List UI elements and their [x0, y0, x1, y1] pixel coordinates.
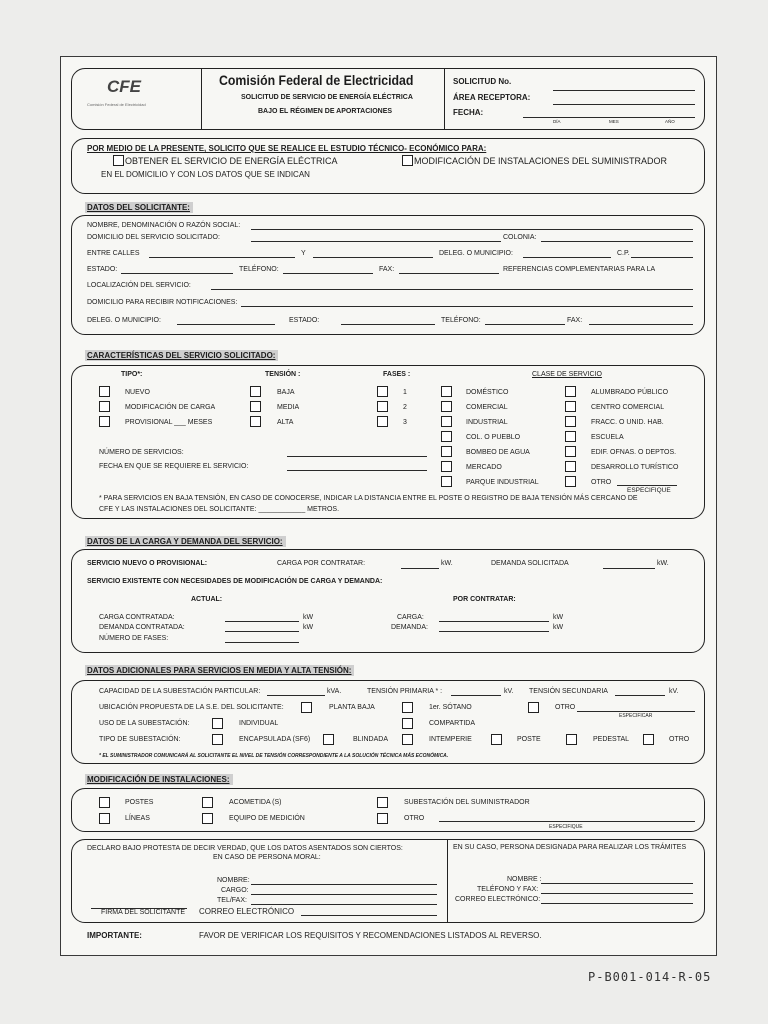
- decl-correo-field[interactable]: [301, 915, 437, 916]
- fax2-field[interactable]: [589, 324, 693, 325]
- checkbox-fase-2[interactable]: [377, 401, 388, 412]
- checkbox-alumbrado[interactable]: [565, 386, 576, 397]
- mod-otro: OTRO: [404, 815, 425, 822]
- checkbox-acometida[interactable]: [202, 797, 213, 808]
- desig-correo-label: CORREO ELECTRÓNICO:: [455, 896, 541, 903]
- checkbox-provisional[interactable]: [99, 416, 110, 427]
- estado-field[interactable]: [121, 273, 233, 274]
- tension-media: MEDIA: [277, 404, 300, 411]
- clase-comercial: COMERCIAL: [466, 404, 508, 411]
- clase-desarrollo: DESARROLLO TURÍSTICO: [591, 464, 679, 471]
- colonia-field[interactable]: [541, 241, 693, 242]
- mod-postes: POSTES: [125, 799, 154, 806]
- checkbox-alta[interactable]: [250, 416, 261, 427]
- checkbox-intemperie[interactable]: [402, 734, 413, 745]
- designada-label: EN SU CASO, PERSONA DESIGNADA PARA REALIZAR LOS TRÁMITES: [453, 844, 687, 851]
- servicio-nota-1: * PARA SERVICIOS EN BAJA TENSIÓN, EN CASO DE CONOCERSE, INDICAR LA DISTANCIA ENTRE EL POSTE O REGISTRO DE BAJA TENSIÓN MÁS CERCANO DE: [99, 495, 638, 502]
- fax2-label: FAX:: [567, 317, 583, 324]
- tension-primaria-unit: kV.: [504, 688, 514, 695]
- fax-field[interactable]: [399, 273, 499, 274]
- fases-header: FASES :: [383, 371, 411, 378]
- checkbox-industrial[interactable]: [441, 416, 452, 427]
- desig-telefono-label: TELÉFONO Y FAX:: [477, 886, 539, 893]
- tipo-nuevo: NUEVO: [125, 389, 150, 396]
- request-line2: EN EL DOMICILIO Y CON LOS DATOS QUE SE INDICAN: [101, 170, 310, 179]
- option-modificacion: MODIFICACIÓN DE INSTALACIONES DEL SUMINISTRADOR: [414, 156, 668, 166]
- clase-col-pueblo: COL. O PUEBLO: [466, 434, 521, 441]
- checkbox-fracc[interactable]: [565, 416, 576, 427]
- checkbox-blindada[interactable]: [323, 734, 334, 745]
- request-intro: POR MEDIO DE LA PRESENTE, SOLICITO QUE SE REALICE EL ESTUDIO TÉCNICO- ECONÓMICO PARA:: [87, 144, 487, 153]
- section-servicio: CARACTERÍSTICAS DEL SERVICIO SOLICITADO:: [85, 350, 278, 361]
- tension-header: TENSIÓN :: [265, 371, 301, 378]
- checkbox-tipo-otro[interactable]: [643, 734, 654, 745]
- carga-label: CARGA:: [397, 614, 424, 621]
- num-servicios-label: NÚMERO DE SERVICIOS:: [99, 449, 184, 456]
- area-label: ÁREA RECEPTORA:: [453, 93, 531, 102]
- clase-centro-comercial: CENTRO COMERCIAL: [591, 404, 665, 411]
- tension-primaria-label: TENSIÓN PRIMARIA * :: [367, 688, 443, 695]
- colonia-label: COLONIA:: [503, 234, 537, 241]
- telefono2-field[interactable]: [485, 324, 565, 325]
- tipo-otro: OTRO: [669, 736, 690, 743]
- tipo-header: TIPO*:: [121, 371, 143, 378]
- clase-bombeo: BOMBEO DE AGUA: [466, 449, 530, 456]
- telefono2-label: TELÉFONO:: [441, 317, 481, 324]
- otro-clase-field[interactable]: [617, 485, 677, 486]
- tension-secundaria-unit: kV.: [669, 688, 679, 695]
- checkbox-comercial[interactable]: [441, 401, 452, 412]
- decl-nombre-label: NOMBRE:: [217, 877, 250, 884]
- cp-field[interactable]: [631, 257, 693, 258]
- solicitud-field[interactable]: [553, 90, 695, 91]
- entre-calles-field[interactable]: [149, 257, 295, 258]
- servicio-nota-2: CFE Y LAS INSTALACIONES DEL SOLICITANTE: ____________ METROS.: [99, 506, 340, 513]
- clase-otro: OTRO: [591, 479, 612, 486]
- clase-escuela: ESCUELA: [591, 434, 624, 441]
- checkbox-parque[interactable]: [441, 476, 452, 487]
- domicilio-label: DOMICILIO DEL SERVICIO SOLICITADO:: [87, 234, 220, 241]
- desig-nombre-field[interactable]: [541, 883, 693, 884]
- y-label: Y: [301, 250, 306, 257]
- checkbox-encapsulada[interactable]: [212, 734, 223, 745]
- tipo-pedestal: PEDESTAL: [593, 736, 630, 743]
- actual-label: ACTUAL:: [191, 596, 223, 603]
- option-obtener: OBTENER EL SERVICIO DE ENERGÍA ELÉCTRICA: [125, 156, 338, 166]
- carga-contratar-unit: kW.: [441, 560, 453, 567]
- deleg2-field[interactable]: [177, 324, 275, 325]
- localizacion-label: LOCALIZACIÓN DEL SERVICIO:: [87, 282, 191, 289]
- fecha-requiere-label: FECHA EN QUE SE REQUIERE EL SERVICIO:: [99, 463, 249, 470]
- checkbox-modificacion[interactable]: [402, 155, 413, 166]
- tension-alta: ALTA: [277, 419, 294, 426]
- demanda-contratada-unit: kW: [303, 624, 314, 631]
- checkbox-col-pueblo[interactable]: [441, 431, 452, 442]
- checkbox-domestico[interactable]: [441, 386, 452, 397]
- decl-cargo-field[interactable]: [251, 894, 437, 895]
- demanda-solicitada-unit: kW.: [657, 560, 669, 567]
- carga-contratada-unit: kW: [303, 614, 314, 621]
- capacidad-label: CAPACIDAD DE LA SUBESTACIÓN PARTICULAR:: [99, 688, 261, 695]
- demanda-contratada-label: DEMANDA CONTRATADA:: [99, 624, 185, 631]
- carga-contratar-field[interactable]: [401, 568, 439, 569]
- ubicacion-otro-field[interactable]: [577, 711, 695, 712]
- page-title: Comisión Federal de Electricidad: [219, 72, 414, 88]
- tipo-poste: POSTE: [517, 736, 541, 743]
- declaracion-texto-1: DECLARO BAJO PROTESTA DE DECIR VERDAD, QUE LOS DATOS ASENTADOS SON CIERTOS:: [87, 845, 403, 852]
- desig-correo-field[interactable]: [541, 903, 693, 904]
- header-divider-left: [201, 69, 202, 129]
- checkbox-compartida[interactable]: [402, 718, 413, 729]
- checkbox-fase-3[interactable]: [377, 416, 388, 427]
- tipo-provisional: PROVISIONAL ___ MESES: [125, 419, 213, 426]
- fase-1: 1: [403, 389, 407, 396]
- clase-header: CLASE DE SERVICIO: [532, 371, 602, 378]
- deleg-label: DELEG. O MUNICIPIO:: [439, 250, 513, 257]
- checkbox-escuela[interactable]: [565, 431, 576, 442]
- demanda-contratada-field[interactable]: [225, 631, 299, 632]
- checkbox-bombeo[interactable]: [441, 446, 452, 457]
- clase-mercado: MERCADO: [466, 464, 502, 471]
- demanda-solicitada-label: DEMANDA SOLICITADA: [491, 560, 569, 567]
- checkbox-equipo[interactable]: [202, 813, 213, 824]
- demanda-field[interactable]: [439, 631, 549, 632]
- mod-acometida: ACOMETIDA (S): [229, 799, 282, 806]
- checkbox-planta-baja[interactable]: [301, 702, 312, 713]
- numero-fases-label: NÚMERO DE FASES:: [99, 635, 169, 642]
- tension-secundaria-field[interactable]: [615, 695, 665, 696]
- decl-telfax-field[interactable]: [251, 904, 437, 905]
- fecha-requiere-field[interactable]: [287, 470, 427, 471]
- cfe-logo-subtext: Comisión Federal de Electricidad: [87, 102, 146, 107]
- fase-3: 3: [403, 419, 407, 426]
- mod-especifique: ESPECIFIQUE: [549, 824, 583, 830]
- checkbox-subestacion-suministrador[interactable]: [377, 797, 388, 808]
- importante-text: FAVOR DE VERIFICAR LOS REQUISITOS Y RECOMENDACIONES LISTADOS AL REVERSO.: [199, 931, 542, 940]
- section-solicitante: DATOS DEL SOLICITANTE:: [85, 202, 193, 213]
- section-modificacion: MODIFICACIÓN DE INSTALACIONES:: [85, 774, 233, 785]
- fecha-field[interactable]: [523, 117, 695, 118]
- clase-domestico: DOMÉSTICO: [466, 389, 509, 396]
- entre-calles-label: ENTRE CALLES: [87, 250, 140, 257]
- checkbox-poste[interactable]: [491, 734, 502, 745]
- tipo-subestacion-label: TIPO DE SUBESTACIÓN:: [99, 736, 181, 743]
- checkbox-sotano[interactable]: [402, 702, 413, 713]
- por-contratar-label: POR CONTRATAR:: [453, 596, 516, 603]
- declaracion-divider: [447, 840, 448, 922]
- checkbox-media[interactable]: [250, 401, 261, 412]
- clase-edif: EDIF. OFNAS. O DEPTOS.: [591, 449, 677, 456]
- mod-subestacion: SUBESTACIÓN DEL SUMINISTRADOR: [404, 799, 530, 806]
- section-carga: DATOS DE LA CARGA Y DEMANDA DEL SERVICIO:: [85, 536, 286, 547]
- subtitle-1: SOLICITUD DE SERVICIO DE ENERGÍA ELÉCTRICA: [241, 94, 413, 101]
- decl-nombre-field[interactable]: [251, 884, 437, 885]
- decl-cargo-label: CARGO:: [221, 887, 249, 894]
- checkbox-pedestal[interactable]: [566, 734, 577, 745]
- carga-contratada-field[interactable]: [225, 621, 299, 622]
- carga-contratar-label: CARGA POR CONTRATAR:: [277, 560, 366, 567]
- uso-individual: INDIVIDUAL: [239, 720, 279, 727]
- carga-unit: kW: [553, 614, 564, 621]
- cp-label: C.P.: [617, 250, 630, 257]
- solicitud-label: SOLICITUD No.: [453, 77, 512, 86]
- fecha-label: FECHA:: [453, 108, 484, 117]
- estado2-field[interactable]: [341, 324, 435, 325]
- demanda-solicitada-field[interactable]: [603, 568, 655, 569]
- carga-field[interactable]: [439, 621, 549, 622]
- deleg2-label: DELEG. O MUNICIPIO:: [87, 317, 161, 324]
- fecha-dia: DÍA: [553, 119, 561, 124]
- numero-fases-field[interactable]: [225, 642, 299, 643]
- checkbox-mod-otro[interactable]: [377, 813, 388, 824]
- fecha-mes: MES: [609, 119, 619, 124]
- checkbox-centro-comercial[interactable]: [565, 401, 576, 412]
- demanda-label: DEMANDA:: [391, 624, 428, 631]
- notificaciones-label: DOMICILIO PARA RECIBIR NOTIFICACIONES:: [87, 299, 238, 306]
- uso-compartida: COMPARTIDA: [429, 720, 476, 727]
- firma-label: FIRMA DEL SOLICITANTE: [101, 909, 186, 916]
- nombre-field[interactable]: [251, 229, 693, 230]
- checkbox-baja[interactable]: [250, 386, 261, 397]
- clase-alumbrado: ALUMBRADO PÚBLICO: [591, 389, 669, 396]
- telefono-field[interactable]: [283, 273, 373, 274]
- form-sheet: [60, 56, 717, 956]
- nuevo-label: SERVICIO NUEVO O PROVISIONAL:: [87, 560, 208, 567]
- tension-secundaria-label: TENSIÓN SECUNDARIA: [529, 688, 608, 695]
- desig-nombre-label: NOMBRE :: [507, 876, 542, 883]
- fecha-ano: AÑO: [665, 119, 675, 124]
- clase-especifique: ESPECIFIQUE: [627, 487, 671, 494]
- solicitante-box: [71, 215, 705, 335]
- localizacion-field[interactable]: [211, 289, 693, 290]
- nombre-label: NOMBRE, DENOMINACIÓN O RAZÓN SOCIAL:: [87, 222, 241, 229]
- fase-2: 2: [403, 404, 407, 411]
- tension-baja: BAJA: [277, 389, 295, 396]
- checkbox-fase-1[interactable]: [377, 386, 388, 397]
- adicionales-nota: * EL SUMINISTRADOR COMUNICARÁ AL SOLICITANTE EL NIVEL DE TENSIÓN CORRESPONDIENTE A LA SOLUCIÓN TÉCNICA MÁS ECONÓMICA.: [99, 753, 449, 759]
- header-divider-right: [444, 69, 445, 129]
- tipo-modificacion-carga: MODIFICACIÓN DE CARGA: [125, 404, 216, 411]
- tipo-encapsulada: ENCAPSULADA (SF6): [239, 736, 311, 743]
- telefono-label: TELÉFONO:: [239, 266, 279, 273]
- checkbox-edif[interactable]: [565, 446, 576, 457]
- checkbox-mercado[interactable]: [441, 461, 452, 472]
- notificaciones-field[interactable]: [241, 306, 693, 307]
- uso-label: USO DE LA SUBESTACIÓN:: [99, 720, 190, 727]
- clase-fracc: FRACC. O UNID. HAB.: [591, 419, 664, 426]
- area-field[interactable]: [553, 104, 695, 105]
- checkbox-individual[interactable]: [212, 718, 223, 729]
- mod-otro-field[interactable]: [439, 821, 695, 822]
- existente-label: SERVICIO EXISTENTE CON NECESIDADES DE MODIFICACIÓN DE CARGA Y DEMANDA:: [87, 578, 383, 585]
- capacidad-field[interactable]: [267, 695, 325, 696]
- tipo-intemperie: INTEMPERIE: [429, 736, 472, 743]
- tipo-blindada: BLINDADA: [353, 736, 389, 743]
- y-field[interactable]: [313, 257, 433, 258]
- domicilio-field[interactable]: [251, 241, 501, 242]
- declaracion-texto-2: EN CASO DE PERSONA MORAL:: [213, 854, 321, 861]
- checkbox-ubicacion-otro[interactable]: [528, 702, 539, 713]
- ubicacion-planta-baja: PLANTA BAJA: [329, 704, 375, 711]
- tension-primaria-field[interactable]: [451, 695, 501, 696]
- demanda-unit: kW: [553, 624, 564, 631]
- checkbox-postes[interactable]: [99, 797, 110, 808]
- ubicacion-sotano: 1er. SÓTANO: [429, 704, 472, 711]
- subtitle-2: BAJO EL RÉGIMEN DE APORTACIONES: [258, 108, 393, 115]
- clase-parque: PARQUE INDUSTRIAL: [466, 479, 539, 486]
- carga-contratada-label: CARGA CONTRATADA:: [99, 614, 175, 621]
- desig-telefono-field[interactable]: [541, 893, 693, 894]
- ubicacion-otro: OTRO: [555, 704, 576, 711]
- checkbox-lineas[interactable]: [99, 813, 110, 824]
- decl-telfax-label: TEL/FAX:: [217, 897, 247, 904]
- referencias-label: REFERENCIAS COMPLEMENTARIAS PARA LA: [503, 266, 656, 273]
- checkbox-otro-clase[interactable]: [565, 476, 576, 487]
- cfe-logo: CFE: [107, 77, 141, 96]
- checkbox-desarrollo[interactable]: [565, 461, 576, 472]
- mod-lineas: LÍNEAS: [125, 815, 150, 822]
- deleg-field[interactable]: [523, 257, 611, 258]
- ubicacion-label: UBICACIÓN PROPUESTA DE LA S.E. DEL SOLICITANTE:: [99, 704, 284, 711]
- section-adicionales: DATOS ADICIONALES PARA SERVICIOS EN MEDIA Y ALTA TENSIÓN:: [85, 665, 354, 676]
- estado-label: ESTADO:: [87, 266, 118, 273]
- fax-label: FAX:: [379, 266, 395, 273]
- ubicacion-especificar: ESPECIFICAR: [619, 713, 653, 719]
- decl-correo-label: CORREO ELECTRÓNICO: [199, 907, 295, 916]
- form-code: P-B001-014-R-05: [588, 970, 712, 984]
- clase-industrial: INDUSTRIAL: [466, 419, 508, 426]
- checkbox-obtener[interactable]: [113, 155, 124, 166]
- num-servicios-field[interactable]: [287, 456, 427, 457]
- checkbox-nuevo[interactable]: [99, 386, 110, 397]
- capacidad-unit: kVA.: [327, 688, 342, 695]
- importante-label: IMPORTANTE:: [87, 931, 142, 940]
- estado2-label: ESTADO:: [289, 317, 320, 324]
- modificacion-box: [71, 788, 705, 832]
- checkbox-modificacion-carga[interactable]: [99, 401, 110, 412]
- mod-equipo: EQUIPO DE MEDICIÓN: [229, 815, 305, 822]
